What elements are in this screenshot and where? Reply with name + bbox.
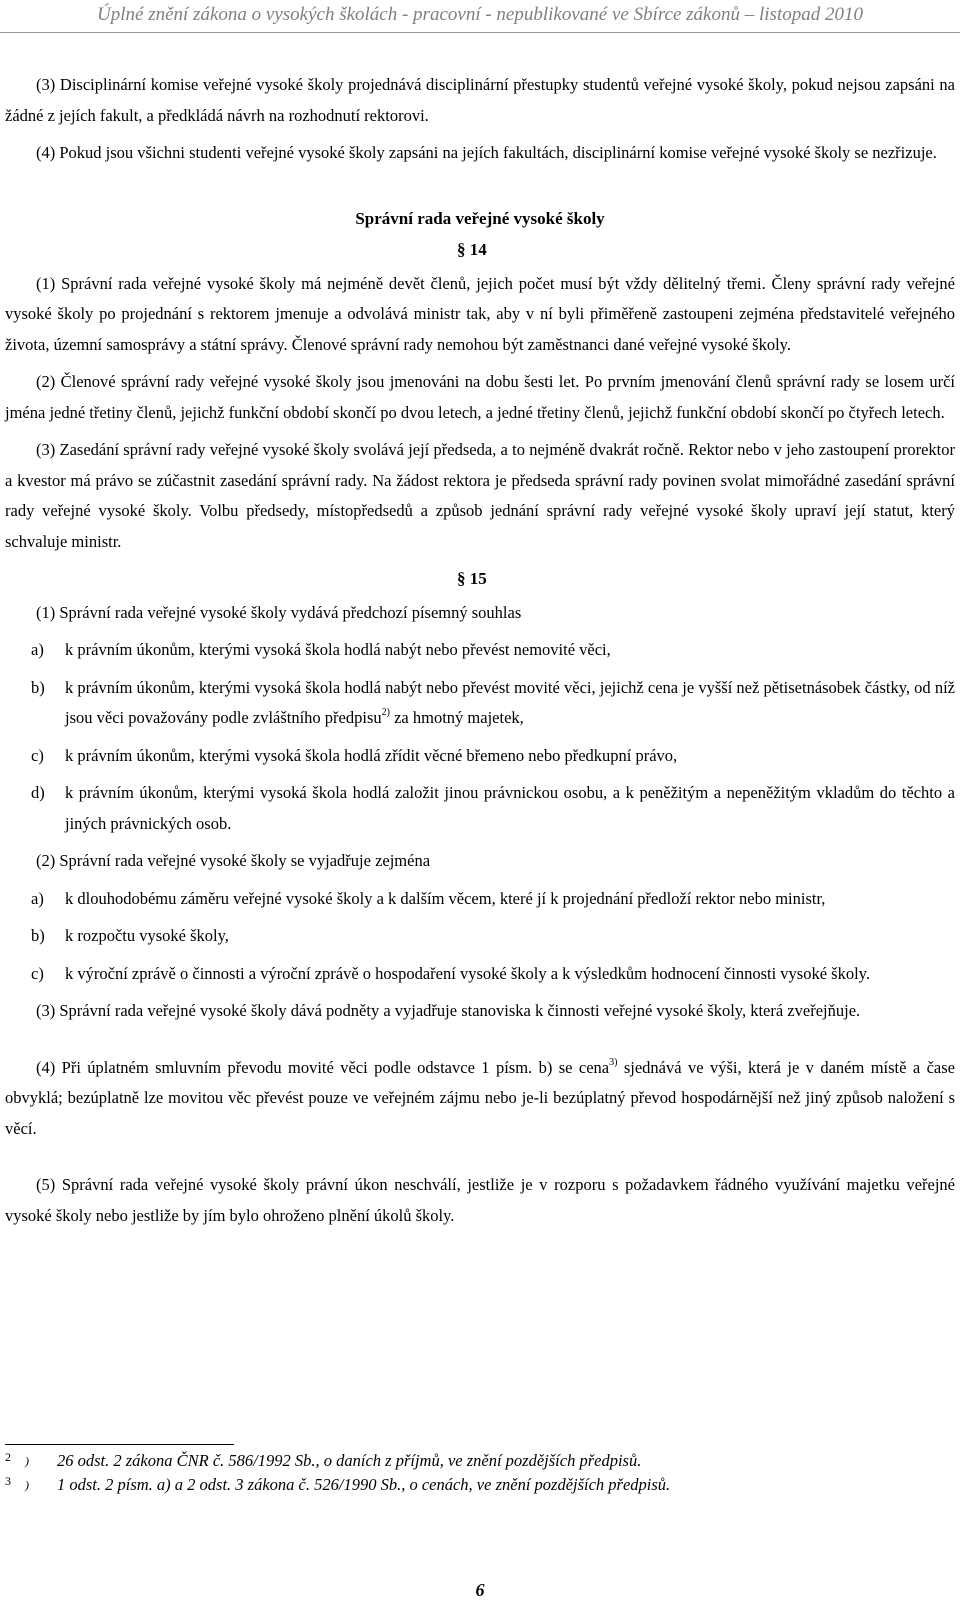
list-text: k právním úkonům, kterými vysoká škola hodlá nabýt nebo převést nemovité věci, [65,640,611,659]
list-text-part: za hmotný majetek, [389,708,524,727]
section-title: Správní rada veřejné vysoké školy [355,208,605,228]
list-item [5,884,955,915]
page-body [5,70,955,1238]
list-item [5,673,955,734]
paragraph: (3) Správní rada veřejné vysoké školy dává podněty a vyjadřuje stanoviska k činnosti veřejné vysoké školy, která zveřejňuje. [36,1001,861,1020]
list-item [5,635,955,666]
list-text: k právním úkonům, kterými vysoká škola hodlá zřídit věcné břemeno nebo předkupní právo, [65,745,678,765]
list-text: k právním úkonům, kterými vysoká škola hodlá založit jinou právnickou osobu, a k peněžitým a nepeněžitým vkladům do těchto a jiných právnických osob. [65,783,955,833]
paragraph: (3) Zasedání správní rady veřejné vysoké školy svolává její předseda, a to nejméně dvakrát ročně. Rektor nebo v jeho zastoupení prorektor a kvestor má právo se zúčastnit zasedání správní rady. Na žádost rektora je předseda správní rady povinen svolat mimořádné zasedání správní rady veřejné vysoké školy. Volbu předsedy, místopředsedů a způsob jednání správní rady veřejné vysoké školy upraví její statut, který schvaluje ministr. [5,440,955,551]
list-label: b) [31,926,45,945]
paragraph: (2) Správní rada veřejné vysoké školy se vyjadřuje zejména [36,851,431,870]
paragraph: (3) Disciplinární komise veřejné vysoké školy projednává disciplinární přestupky studentů veřejné vysoké školy, pokud nejsou zapsáni na žádné z jejích fakult, a předkládá návrh na rozhodnutí rektorovi. [5,75,955,125]
list-label: a) [31,640,44,659]
list-item [5,778,955,839]
footnote-text: 1 odst. 2 písm. a) a 2 odst. 3 zákona č. 526/1990 Sb., o cenách, ve znění pozdějších předpisů. [57,1475,671,1494]
section-number: § 14 [457,240,487,259]
paragraph-part: sjednává ve výši, která je v daném místě a čase obvyklá; bezúplatně lze movitou věc převést pouze ve veřejném zájmu nebo je-li bezúplatný převod hospodárnější než jiný způsob naložení s věcí. [5,1057,955,1138]
list-label: d) [31,783,45,802]
list-text [65,673,955,734]
paragraph: (1) Správní rada veřejné vysoké školy vydává předchozí písemný souhlas [36,602,522,622]
footnote [5,1473,955,1497]
paragraph: (5) Správní rada veřejné vysoké školy právní úkon neschválí, jestliže je v rozporu s požadavkem řádného využívání majetku veřejné vysoké školy nebo jestliže by jím bylo ohroženo plnění úkolů školy. [5,1175,955,1225]
list-label: a) [31,888,44,908]
list-item [5,921,955,952]
page-number: 6 [475,1580,485,1600]
paragraph: (2) Členové správní rady veřejné vysoké školy jsou jmenováni na dobu šesti let. Po prvním jmenování členů správní rady se losem určí jména jedné třetiny členů, jejichž funkční období skončí po dvou letech, a jedné třetiny členů, jejichž funkční období skončí po čtyřech letech. [5,372,955,422]
footnote-ref: 3) [609,1056,618,1068]
footnotes [5,1449,955,1497]
list-text: k rozpočtu vysoké školy, [65,926,229,945]
list-label: c) [31,963,44,983]
section-number: § 15 [457,569,487,588]
list-text-part: k právním úkonům, kterými vysoká škola hodlá nabýt nebo převést movité věci, jejichž cena je vyšší než pětisetnásobek částky, od níž jsou věci považovány podle zvláštního předpisu [65,677,955,727]
paragraph [5,1053,955,1145]
footnote [5,1449,955,1473]
footnote-mark: 3 [5,1474,11,1488]
footnote-paren: ) [25,1478,29,1492]
list-label: b) [31,677,45,697]
footnote-text: 26 odst. 2 zákona ČNR č. 586/1992 Sb., o daních z příjmů, ve znění pozdějších předpisů. [57,1451,642,1470]
footnote-ref: 2) [381,707,390,718]
list-label: c) [31,745,44,765]
footnote-rule [5,1444,234,1445]
footnote-paren: ) [25,1454,29,1468]
list-item [5,741,955,772]
paragraph-part: (4) Při úplatném smluvním převodu movité věci podle odstavce 1 písm. b) se cena [36,1057,610,1077]
list-text: k dlouhodobému záměru veřejné vysoké školy a k dalším věcem, které jí k projednání předloží rektor nebo ministr, [65,888,826,908]
list-item [5,959,955,990]
list-text: k výroční zprávě o činnosti a výroční zprávě o hospodaření vysoké školy a k výsledkům hodnocení činnosti vysoké školy. [65,963,870,983]
header-rule [0,32,960,33]
paragraph: (4) Pokud jsou všichni studenti veřejné vysoké školy zapsáni na jejích fakultách, disciplinární komise veřejné vysoké školy se nezřizuje. [36,143,937,162]
paragraph: (1) Správní rada veřejné vysoké školy má nejméně devět členů, jejich počet musí být vždy dělitelný třemi. Členy správní rady veřejné vysoké školy po projednání s rektorem jmenuje a odvolává ministr tak, aby v ní byli přiměřeně zastoupeni zejména představitelé veřejného života, územní samosprávy a státní správy. Členové správní rady nemohou být zaměstnanci dané veřejné vysoké školy. [5,273,955,354]
running-header: Úplné znění zákona o vysokých školách - pracovní - nepublikované ve Sbírce zákonů – listopad 2010 [97,4,863,25]
footnote-mark: 2 [5,1450,11,1464]
